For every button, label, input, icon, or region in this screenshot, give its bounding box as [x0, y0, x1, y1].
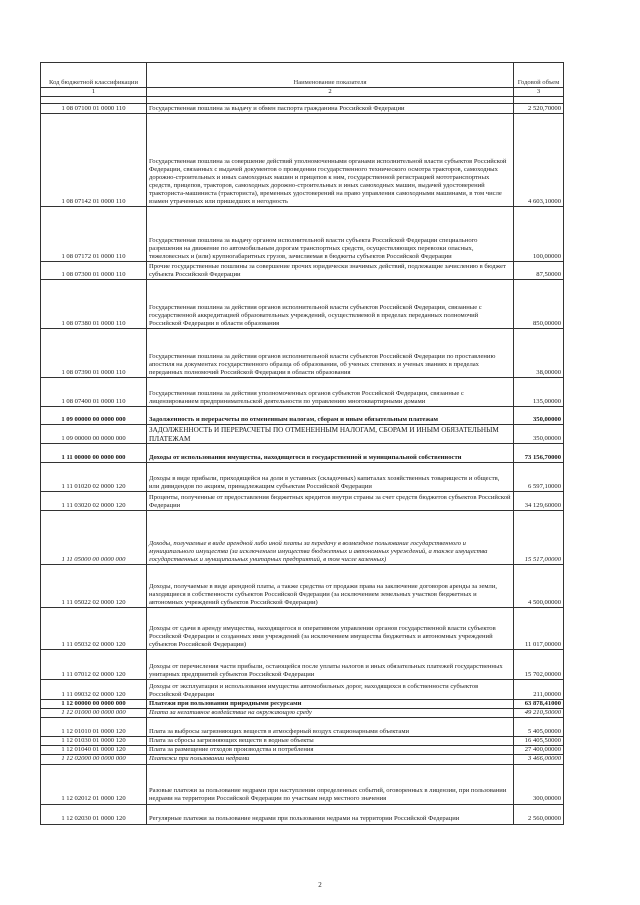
row-code: 1 11 09032 02 0000 120 [41, 680, 147, 700]
row-value: 16 405,50000 [514, 737, 564, 746]
row-value: 27 400,00000 [514, 746, 564, 755]
row-name: Плата за выбросы загрязняющих веществ в атмосферный воздух стационарными объектами [147, 718, 514, 737]
row-name: Доходы, получаемые в виде арендной платы, а также средства от продажи права на заключение договоров аренды за земли, находящиеся в собственности субъектов Российской Федерации (за исключением земельных участков бюджетных и автономных учреждений субъектов Российской Федерации) [147, 565, 514, 608]
budget-revenue-table [40, 62, 564, 825]
row-name: Плата за негативное воздействие на окружающую среду [147, 709, 514, 718]
table-row [41, 709, 564, 718]
row-value: 135,00000 [514, 378, 564, 407]
row-value: 73 156,70000 [514, 444, 564, 463]
table-row [41, 700, 564, 709]
column-number-3: 3 [514, 88, 564, 97]
row-name: Доходы от использования имущества, находящегося в государственной и муниципальной собственности [147, 444, 514, 463]
row-code: 1 08 07300 01 0000 110 [41, 262, 147, 280]
row-value: 15 517,00000 [514, 511, 564, 565]
row-code: 1 11 05022 02 0000 120 [41, 565, 147, 608]
row-code: 1 08 07142 01 0000 110 [41, 114, 147, 207]
row-name: Плата за размещение отходов производства и потребления [147, 746, 514, 755]
table-row [41, 755, 564, 764]
row-name: Государственная пошлина за действия органов исполнительной власти субъектов Российской Федерации по проставлению апостиля на документах государственного образца об образовании, об ученых степенях и ученых званиях в пределах переданных полномочий Российской Федерации в области образования [147, 329, 514, 378]
table-row [41, 650, 564, 680]
row-name: Государственная пошлина за выдачу и обмен паспорта гражданина Российской Федерации [147, 104, 514, 114]
column-number-2: 2 [147, 88, 514, 97]
row-name: Регулярные платежи за пользование недрами при пользовании недрами на территории Российской Федерации [147, 804, 514, 824]
row-code: 1 08 07400 01 0000 110 [41, 378, 147, 407]
table-row [41, 511, 564, 565]
table-header-row [41, 63, 564, 88]
header-name: Наименование показателя [147, 63, 514, 88]
row-name: Доходы, получаемые в виде арендной либо иной платы за передачу в возмездное пользование государственного и муниципального имущества (за исключением имущества бюджетных и автономных учреждений, а также имущества государственных и муниципальных унитарных предприятий, в том числе казенных) [147, 511, 514, 565]
table-row [41, 680, 564, 700]
table-row [41, 565, 564, 608]
row-code: 1 12 00000 00 0000 000 [41, 700, 147, 709]
row-name: ЗАДОЛЖЕННОСТЬ И ПЕРЕРАСЧЕТЫ ПО ОТМЕНЕННЫМ НАЛОГАМ, СБОРАМ И ИНЫМ ОБЯЗАТЕЛЬНЫМ ПЛАТЕЖАМ [147, 425, 514, 444]
row-code: 1 11 01020 02 0000 120 [41, 463, 147, 492]
row-name: Разовые платежи за пользование недрами при наступлении определенных событий, оговоренных в лицензии, при пользовании недрами на территории Российской Федерации по участкам недр местного значения [147, 764, 514, 804]
table-row [41, 329, 564, 378]
row-code: 1 09 00000 00 0000 000 [41, 425, 147, 444]
table-row [41, 746, 564, 755]
table-row [41, 764, 564, 804]
table-row [41, 444, 564, 463]
table-row [41, 608, 564, 650]
table-row [41, 804, 564, 824]
row-name: Доходы от перечисления части прибыли, остающейся после уплаты налогов и иных обязательных платежей государственных унитарных предприятий субъектов Российской Федерации [147, 650, 514, 680]
row-code: 1 12 01030 01 0000 120 [41, 737, 147, 746]
row-code: 1 12 02012 01 0000 120 [41, 764, 147, 804]
row-code: 1 11 05032 02 0000 120 [41, 608, 147, 650]
table-row [41, 378, 564, 407]
row-value: 100,00000 [514, 207, 564, 262]
column-numbers-row [41, 88, 564, 97]
row-code: 1 11 05000 00 0000 000 [41, 511, 147, 565]
row-code: 1 08 07100 01 0000 110 [41, 104, 147, 114]
row-name: Прочие государственные пошлины за совершение прочих юридически значимых действий, подлежащие зачислению в бюджет субъекта Российской Федерации [147, 262, 514, 280]
row-name: Задолженность и перерасчеты по отмененным налогам, сборам и иным обязательным платежам [147, 407, 514, 425]
row-value: 350,00000 [514, 425, 564, 444]
row-value: 2 520,70000 [514, 104, 564, 114]
row-value: 4 500,00000 [514, 565, 564, 608]
spacer-row [41, 97, 564, 104]
table-row [41, 425, 564, 444]
row-code: 1 11 00000 00 0000 000 [41, 444, 147, 463]
row-value: 34 129,60000 [514, 492, 564, 511]
row-value: 2 560,00000 [514, 804, 564, 824]
row-code: 1 08 07172 01 0000 110 [41, 207, 147, 262]
row-code: 1 08 07390 01 0000 110 [41, 329, 147, 378]
row-value: 6 597,10000 [514, 463, 564, 492]
table-row [41, 737, 564, 746]
row-value: 15 702,00000 [514, 650, 564, 680]
page-number: 2 [318, 881, 322, 889]
row-name: Доходы в виде прибыли, приходящейся на доли в уставных (складочных) капиталах хозяйственных товариществ и обществ, или дивидендов по акциям, принадлежащим субъектам Российской Федерации [147, 463, 514, 492]
table-row [41, 262, 564, 280]
table-row [41, 114, 564, 207]
table-row [41, 407, 564, 425]
row-value: 350,00000 [514, 407, 564, 425]
row-value: 38,00000 [514, 329, 564, 378]
row-code: 1 12 01010 01 0000 120 [41, 718, 147, 737]
row-value: 5 405,00000 [514, 718, 564, 737]
row-value: 87,50000 [514, 262, 564, 280]
table-row [41, 492, 564, 511]
row-code: 1 08 07380 01 0000 110 [41, 280, 147, 329]
row-code: 1 11 03020 02 0000 120 [41, 492, 147, 511]
table-row [41, 207, 564, 262]
row-code: 1 11 07012 02 0000 120 [41, 650, 147, 680]
row-code: 1 12 02000 00 0000 000 [41, 755, 147, 764]
row-value: 4 603,10000 [514, 114, 564, 207]
row-value: 3 466,00000 [514, 755, 564, 764]
row-code: 1 09 00000 00 0000 000 [41, 407, 147, 425]
table-row [41, 463, 564, 492]
row-value: 63 878,41000 [514, 700, 564, 709]
row-name: Государственная пошлина за действия органов исполнительной власти субъектов Российской Федерации, связанные с государственной аккредитацией образовательных учреждений, осуществляемой в пределах переданных полномочий Российской Федерации в области образования [147, 280, 514, 329]
row-name: Платежи при пользовании недрами [147, 755, 514, 764]
row-code: 1 12 02030 01 0000 120 [41, 804, 147, 824]
row-code: 1 12 01040 01 0000 120 [41, 746, 147, 755]
row-value: 850,00000 [514, 280, 564, 329]
row-name: Плата за сбросы загрязняющих веществ в водные объекты [147, 737, 514, 746]
row-code: 1 12 01000 00 0000 000 [41, 709, 147, 718]
row-value: 211,00000 [514, 680, 564, 700]
table-row [41, 280, 564, 329]
header-value: Годовой объем [514, 63, 564, 88]
row-value: 11 017,00000 [514, 608, 564, 650]
header-code: Код бюджетной классификации [41, 63, 147, 88]
row-name: Государственная пошлина за выдачу органом исполнительной власти субъекта Российской Федерации специального разрешения на движение по автомобильным дорогам транспортных средств, осуществляющих перевозки опасных, тяжеловесных и (или) крупногабаритных грузов, зачисляемая в бюджеты субъектов Российской Федерации [147, 207, 514, 262]
row-name: Проценты, полученные от предоставления бюджетных кредитов внутри страны за счет средств бюджетов субъектов Российской Федерации [147, 492, 514, 511]
table-row [41, 718, 564, 737]
row-name: Доходы от эксплуатации и использования имущества автомобильных дорог, находящихся в собственности субъектов Российской Федерации [147, 680, 514, 700]
row-name: Государственная пошлина за действия уполномоченных органов субъектов Российской Федерации, связанные с лицензированием предпринимательской деятельности по управлению многоквартирными домами [147, 378, 514, 407]
row-name: Государственная пошлина за совершение действий уполномоченными органами исполнительной власти субъектов Российской Федерации, связанных с выдачей документов о проведении государственного технического осмотра тракторов, самоходных дорожно-строительных и иных самоходных машин и прицепов к ним, государственной регистрацией мототранспортных средств, прицепов, тракторов, самоходных дорожно-строительных и иных самоходных машин, выдачей удостоверений тракториста-машиниста (тракториста), временных удостоверений на право управления самоходными машинами, в том числе взамен утраченных или пришедших в негодность [147, 114, 514, 207]
row-name: Платежи при пользовании природными ресурсами [147, 700, 514, 709]
row-value: 300,00000 [514, 764, 564, 804]
table-row [41, 104, 564, 114]
row-name: Доходы от сдачи в аренду имущества, находящегося в оперативном управлении органов государственной власти субъектов Российской Федерации и созданных ими учреждений (за исключением имущества бюджетных и автономных учреждений субъектов Российской Федерации) [147, 608, 514, 650]
row-value: 49 210,50000 [514, 709, 564, 718]
column-number-1: 1 [41, 88, 147, 97]
